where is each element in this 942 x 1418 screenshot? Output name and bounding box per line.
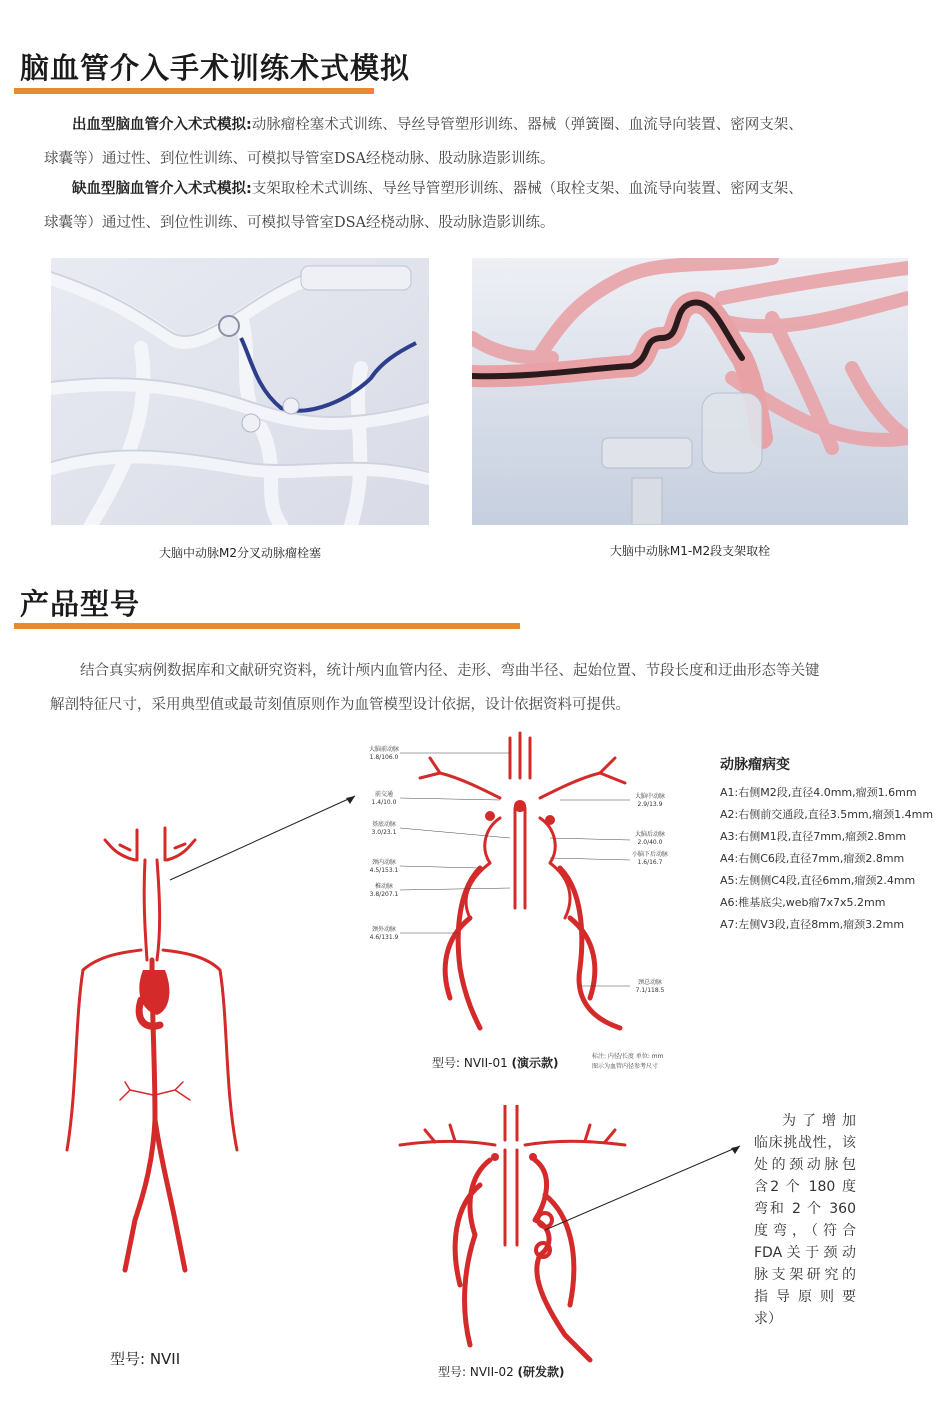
hemorrhagic-text-a: 动脉瘤栓塞术式训练、导丝导管塑形训练、器械（弹簧圈、血流导向装置、密网支架、 (251, 117, 803, 133)
ischemic-text-a: 支架取栓术式训练、导丝导管塑形训练、器械（取栓支架、血流导向装置、密网支架、 (251, 181, 803, 197)
demo-unit-note-line2: 图示为血管内径参考尺寸 (592, 1063, 659, 1070)
aneurysm-item: A7:左侧V3段,直径8mm,瘤颈3.2mm (720, 918, 905, 931)
ischemic-text-b: 球囊等）通过性、到位性训练、可模拟导管室DSA经桡动脉、股动脉造影训练。 (44, 215, 555, 231)
title-underline-models (14, 623, 520, 629)
pointer-arrow-dev (540, 1140, 750, 1240)
ischemic-label: 缺血型脑血管介入术式模拟: (72, 181, 252, 197)
annotation-vessel-name: 前交通 (374, 791, 394, 798)
annotation-vessel-name: 颈总动脉 (637, 979, 663, 986)
dev-note-line: 求） (754, 1311, 782, 1327)
label-model-nvii-02-type: (研发款) (517, 1365, 565, 1379)
aneurysm-item: A3:右侧M1段,直径7mm,瘤颈2.8mm (720, 830, 907, 843)
annotation-vessel-name: 椎动脉 (374, 883, 394, 890)
annotation-vessel-value: 3.0/23.1 (371, 829, 397, 836)
aneurysm-list (720, 782, 933, 936)
hemorrhagic-text-b: 球囊等）通过性、到位性训练、可模拟导管室DSA经桡动脉、股动脉造影训练。 (44, 151, 555, 167)
hemorrhagic-label: 出血型脑血管介入术式模拟: (72, 117, 252, 133)
annotation-vessel-value: 4.5/153.1 (369, 867, 399, 874)
aneurysm-item: A5:左侧侧C4段,直径6mm,瘤颈2.4mm (720, 874, 916, 887)
design-basis-line2: 解剖特征尺寸，采用典型值或最苛刻值原则作为血管模型设计依据，设计依据资料可提供。 (50, 697, 630, 713)
demo-unit-note-line1: 标注: 内径/长度 单位: mm (592, 1053, 664, 1060)
dev-note-line: 脉支架研究的 (754, 1267, 856, 1283)
section-title-models: 产品型号 (20, 587, 141, 621)
title-underline (14, 88, 374, 94)
aneurysm-item: A4:右侧C6段,直径7mm,瘤颈2.8mm (720, 852, 905, 865)
caption-photo1: 大脑中动脉M2分叉动脉瘤栓塞 (159, 546, 321, 560)
annotation-vessel-name: 颈外动脉 (371, 926, 397, 933)
demo-unit-note (592, 1052, 663, 1072)
dev-note-line: 临床挑战性，该 (754, 1135, 856, 1151)
aneurysm-list-title: 动脉瘤病变 (720, 757, 790, 773)
demo-right-annotations (632, 792, 668, 994)
annotation-vessel-value: 1.6/16.7 (637, 859, 663, 866)
annotation-vessel-value: 1.8/106.0 (369, 754, 399, 761)
paragraph-design-basis (50, 654, 920, 722)
paragraph-hemorrhagic (44, 108, 904, 176)
demo-left-annotations (369, 745, 399, 941)
label-model-nvii-02-code: 型号: NVII-02 (438, 1365, 518, 1379)
aneurysm-item: A2:右侧前交通段,直径3.5mm,瘤颈1.4mm (720, 808, 934, 821)
label-model-nvii-01 (432, 1054, 559, 1071)
dev-model-note (754, 1110, 856, 1330)
annotation-vessel-name: 小脑下后动脉 (631, 851, 669, 858)
label-model-nvii-02 (438, 1363, 565, 1380)
annotation-vessel-name: 大脑前动脉 (368, 746, 400, 753)
annotation-vessel-value: 3.8/207.1 (369, 891, 399, 898)
paragraph-ischemic (44, 172, 904, 240)
dev-note-line: 指 导 原 则 要 (754, 1289, 856, 1305)
annotation-vessel-value: 4.6/131.9 (369, 934, 399, 941)
annotation-vessel-name: 大脑后动脉 (634, 831, 666, 838)
design-basis-line1: 结合真实病例数据库和文献研究资料，统计颅内血管内径、走形、弯曲半径、起始位置、节段长度和迂曲形态等关键 (80, 663, 820, 679)
demo-vascular-model (360, 728, 680, 1048)
label-model-nvii-01-code: 型号: NVII-01 (432, 1056, 512, 1070)
annotation-vessel-name: 基底动脉 (371, 821, 397, 828)
section-title-training: 脑血管介入手术训练术式模拟 (20, 51, 411, 85)
dev-note-line: 度弯，（符合 (754, 1223, 856, 1239)
annotation-vessel-name: 颈内动脉 (371, 859, 397, 866)
photo-aneurysm-embolization (51, 258, 429, 525)
dev-note-line: 含2 个 180 度 (754, 1179, 856, 1195)
label-model-nvii: 型号: NVII (110, 1350, 181, 1368)
annotation-vessel-value: 7.1/118.5 (635, 987, 665, 994)
aneurysm-item: A1:右侧M2段,直径4.0mm,瘤颈1.6mm (720, 786, 917, 799)
caption-photo2: 大脑中动脉M1-M2段支架取栓 (609, 544, 771, 558)
dev-note-line: 弯和 2 个 360 (754, 1201, 856, 1217)
label-model-nvii-01-type: (演示款) (511, 1056, 559, 1070)
annotation-vessel-value: 2.9/13.9 (637, 801, 663, 808)
annotation-vessel-name: 大脑中动脉 (634, 793, 666, 800)
dev-note-line: FDA关于颈动 (754, 1245, 856, 1261)
annotation-vessel-value: 1.4/10.0 (371, 799, 397, 806)
dev-note-line: 处的颈动脉包 (754, 1157, 856, 1173)
annotation-vessel-value: 2.0/40.0 (637, 839, 663, 846)
pointer-arrow-demo (160, 790, 370, 890)
dev-note-line: 为了增加 (782, 1113, 856, 1129)
aneurysm-item: A6:椎基底尖,web瘤7x7x5.2mm (720, 896, 886, 909)
photo-stent-thrombectomy (472, 258, 908, 525)
